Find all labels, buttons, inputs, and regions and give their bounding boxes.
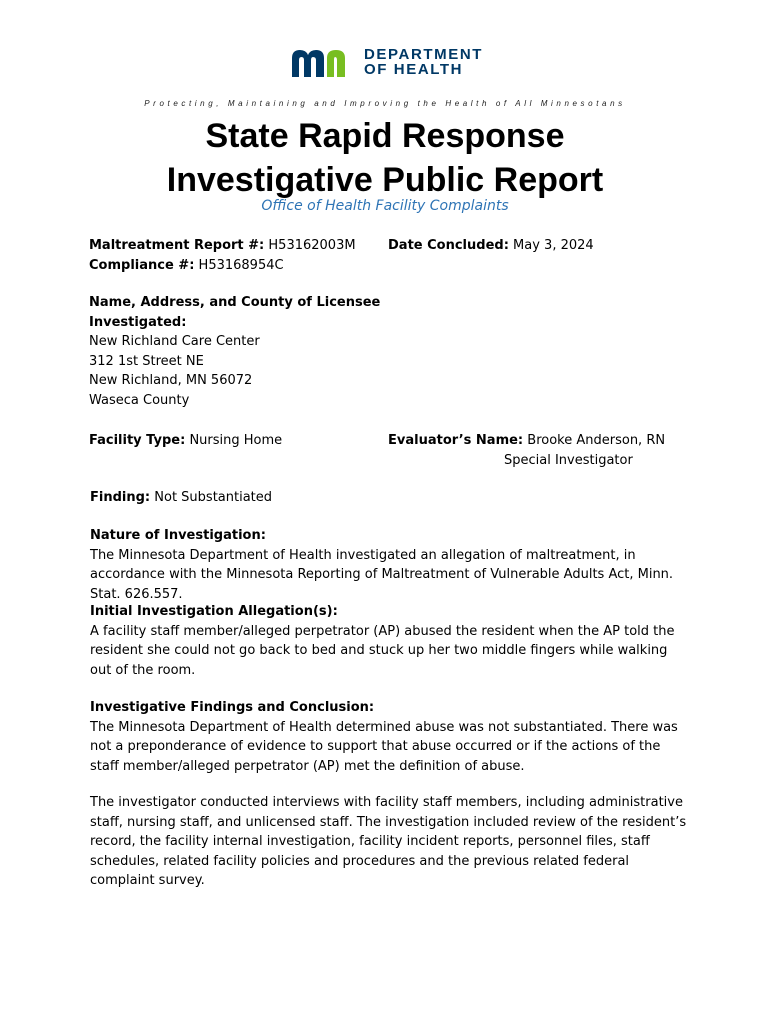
evaluator [388, 431, 665, 470]
allegation-section [90, 602, 690, 680]
finding [90, 488, 272, 508]
facility-type [89, 431, 282, 451]
finding-value: Not Substantiated [154, 490, 273, 505]
logo-wordmark [364, 47, 483, 77]
report-numbers [89, 236, 356, 275]
investigation-paragraph: The investigator conducted interviews with facility staff members, including administrative staff, nursing staff, and unlicensed staff. The investigation included review of the resident’s record, the facility internal investigation, facility incident reports, personnel files, staff schedules, related facility policies and procedures and the previous related federal complaint survey. [90, 795, 687, 888]
nature-heading: Nature of Investigation: [90, 528, 266, 543]
tagline: Protecting, Maintaining and Improving the Health of All Minnesotans [144, 99, 626, 108]
logo-line-1: DEPARTMENT [364, 46, 484, 63]
evaluator-name: Brooke Anderson, RN [527, 433, 666, 448]
mdh-logo [291, 46, 483, 78]
findings-section [90, 698, 690, 776]
maltreatment-report-value: H53162003M [268, 238, 356, 253]
page-subtitle: Office of Health Facility Complaints [261, 198, 509, 214]
licensee-county: Waseca County [89, 392, 190, 408]
evaluator-label: Evaluator’s Name: [388, 433, 524, 448]
finding-label: Finding: [90, 490, 151, 505]
maltreatment-report-label: Maltreatment Report #: [89, 238, 265, 253]
licensee-city: New Richland, MN 56072 [89, 373, 253, 388]
compliance-label: Compliance #: [89, 257, 195, 273]
nature-text: The Minnesota Department of Health investigated an allegation of maltreatment, in accordance with the Minnesota Reporting of Maltreatment of Vulnerable Adults Act, Minn. Stat. 626.557. [90, 547, 674, 602]
compliance-line [89, 256, 356, 276]
evaluator-line [388, 431, 665, 451]
date-concluded-label: Date Concluded: [388, 238, 509, 253]
licensee-label-2: Investigated: [89, 314, 187, 330]
allegation-heading: Initial Investigation Allegation(s): [90, 604, 338, 619]
evaluator-title: Special Investigator [504, 452, 633, 468]
nature-section [90, 526, 690, 604]
page-title [0, 114, 770, 202]
licensee-block [89, 293, 380, 410]
licensee-street: 312 1st Street NE [89, 353, 204, 369]
findings-heading: Investigative Findings and Conclusion: [90, 700, 375, 715]
facility-type-value: Nursing Home [189, 433, 283, 448]
compliance-value: H53168954C [198, 257, 284, 273]
logo-line-2: OF HEALTH [364, 61, 464, 78]
maltreatment-report-line [89, 236, 356, 256]
allegation-text: A facility staff member/alleged perpetrator (AP) abused the resident when the AP told the resident she could not go back to bed and stuck up her two middle fingers while walking out of the room. [90, 623, 675, 678]
title-line-2: Investigative Public Report [166, 161, 604, 199]
mn-logo-icon [291, 46, 355, 78]
date-concluded [388, 236, 594, 256]
findings-text: The Minnesota Department of Health determined abuse was not substantiated. There was not a preponderance of evidence to support that abuse occurred or if the actions of the staff member/alleged perpetrator (AP) met the definition of abuse. [90, 719, 678, 774]
date-concluded-value: May 3, 2024 [513, 238, 594, 253]
licensee-name: New Richland Care Center [89, 334, 260, 349]
licensee-label-1: Name, Address, and County of Licensee [89, 295, 381, 310]
facility-type-label: Facility Type: [89, 433, 186, 448]
title-line-1: State Rapid Response [205, 117, 565, 155]
